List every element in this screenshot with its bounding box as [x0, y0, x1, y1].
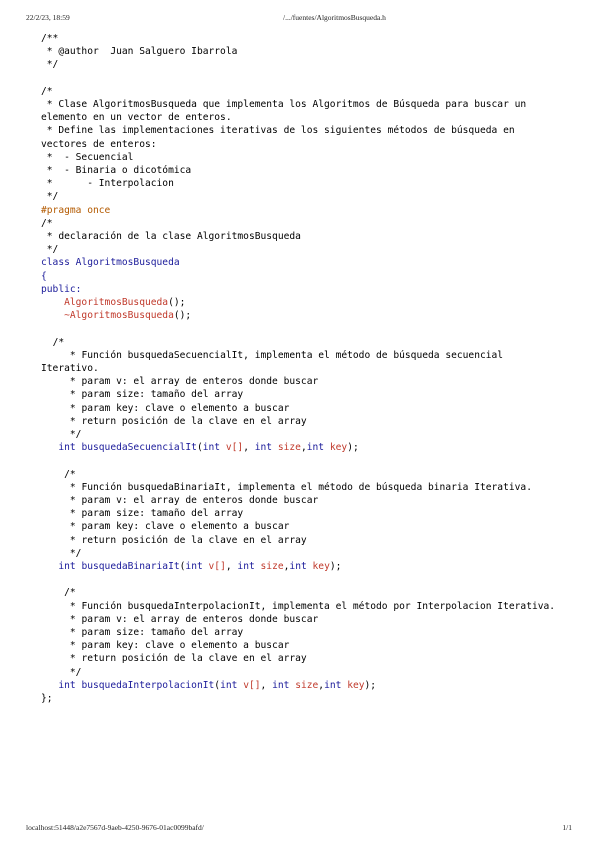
code-line: */	[41, 191, 59, 203]
code-line: * param key: clave o elemento a buscar	[41, 521, 290, 533]
keyword-class: class	[41, 257, 70, 269]
constructor-name: AlgoritmosBusqueda	[64, 297, 169, 309]
param-type: int	[324, 679, 342, 691]
code-line: * return posición de la clave en el array	[41, 534, 307, 546]
param-name: key	[329, 442, 348, 454]
class-name: AlgoritmosBusqueda	[75, 257, 180, 269]
code-line: /*	[41, 468, 76, 480]
code-line: * return posición de la clave en el array	[41, 653, 307, 665]
code-line: * param v: el array de enteros donde buscar	[41, 495, 319, 507]
code-line: * Define las implementaciones iterativas de los siguientes métodos de búsqueda en vectores de enteros:	[41, 125, 521, 150]
code-line: * Función busquedaSecuencialIt, implementa el método de búsqueda secuencial Iterativo.	[41, 349, 509, 375]
return-type: int	[58, 679, 76, 691]
code-line	[41, 72, 561, 85]
code-line: * - Binaria o dicotómica	[41, 165, 192, 177]
code-line-signature-binaria: int busquedaBinariaIt(int v[], int size,int key);	[58, 561, 342, 573]
param-name: size	[260, 561, 284, 573]
code-line: */	[41, 244, 59, 256]
print-url: localhost:51448/a2e7567d-9aeb-4250-9676-01ac0099bafd/	[26, 823, 204, 832]
print-datetime: 22/2/23, 18:59	[26, 13, 70, 22]
code-line-access: public:	[41, 283, 82, 295]
code-line: /**	[41, 33, 59, 44]
code-line: * param key: clave o elemento a buscar	[41, 402, 290, 414]
param-name: v[]	[208, 561, 226, 573]
code-line: * param v: el array de enteros donde buscar	[41, 613, 319, 625]
param-name: v[]	[243, 679, 261, 691]
param-type: int	[254, 442, 273, 454]
code-line: */	[41, 666, 82, 678]
code-line: * - Secuencial	[41, 151, 134, 163]
code-line: * Función busquedaInterpolacionIt, implementa el método por Interpolacion Iterativa.	[41, 600, 556, 612]
code-line: * Función busquedaBinariaIt, implementa el método de búsqueda binaria Iterativa.	[41, 481, 532, 493]
code-line: * param size: tamaño del array	[41, 627, 244, 639]
code-line: /*	[41, 336, 65, 348]
code-line: /*	[41, 85, 53, 97]
code-line-destructor	[41, 309, 561, 322]
code-line-pragma: #pragma once	[41, 204, 111, 216]
param-name: size	[277, 442, 301, 454]
code-line	[41, 322, 561, 335]
code-line: * param size: tamaño del array	[41, 508, 244, 520]
code-line: * param v: el array de enteros donde buscar	[41, 376, 319, 388]
code-line	[41, 573, 561, 586]
function-name: busquedaInterpolacionIt	[81, 679, 215, 691]
source-code-block	[41, 32, 561, 705]
code-line: */	[41, 429, 82, 441]
punctuation: ();	[173, 310, 192, 322]
code-line-constructor	[41, 296, 561, 309]
param-name: v[]	[225, 442, 244, 454]
param-type: int	[202, 442, 221, 454]
param-name: size	[295, 679, 319, 691]
param-type: int	[272, 679, 290, 691]
return-type: int	[58, 442, 76, 454]
code-line: /*	[41, 217, 53, 229]
page-number: 1/1	[562, 823, 572, 832]
param-type: int	[185, 561, 203, 573]
code-line: * param key: clave o elemento a buscar	[41, 640, 290, 652]
param-type: int	[220, 679, 238, 691]
code-line: * param size: tamaño del array	[41, 389, 244, 401]
param-name: key	[347, 679, 365, 691]
param-type: int	[237, 561, 255, 573]
code-line: */	[41, 59, 59, 71]
punctuation: ();	[168, 297, 186, 309]
code-line	[41, 454, 561, 467]
code-line-class-decl	[41, 256, 561, 269]
code-line-signature-interpolacion: int busquedaInterpolacionIt(int v[], int size,int key);	[58, 679, 377, 691]
code-line: /*	[41, 587, 76, 599]
code-line: {	[41, 270, 47, 282]
code-line: * @author Juan Salguero Ibarrola	[41, 46, 238, 58]
code-line: * Clase AlgoritmosBusqueda que implementa los Algoritmos de Búsqueda para buscar un elemento en un vector de enteros.	[41, 99, 532, 124]
destructor-name: ~AlgoritmosBusqueda	[64, 310, 174, 322]
code-line: * return posición de la clave en el array	[41, 415, 307, 427]
print-file-path: /.../fuentes/AlgoritmosBusqueda.h	[283, 13, 386, 22]
function-name: busquedaSecuencialIt	[81, 442, 197, 454]
code-line-signature-secuencial: int busquedaSecuencialIt(int v[], int size,int key);	[58, 442, 359, 454]
param-type: int	[306, 442, 325, 454]
param-name: key	[312, 561, 330, 573]
return-type: int	[58, 561, 76, 573]
code-line: */	[41, 547, 82, 559]
code-line: * - Interpolacion	[41, 178, 174, 190]
param-type: int	[289, 561, 307, 573]
function-name: busquedaBinariaIt	[81, 561, 180, 573]
code-line: };	[41, 693, 53, 705]
code-line: * declaración de la clase AlgoritmosBusqueda	[41, 231, 301, 243]
